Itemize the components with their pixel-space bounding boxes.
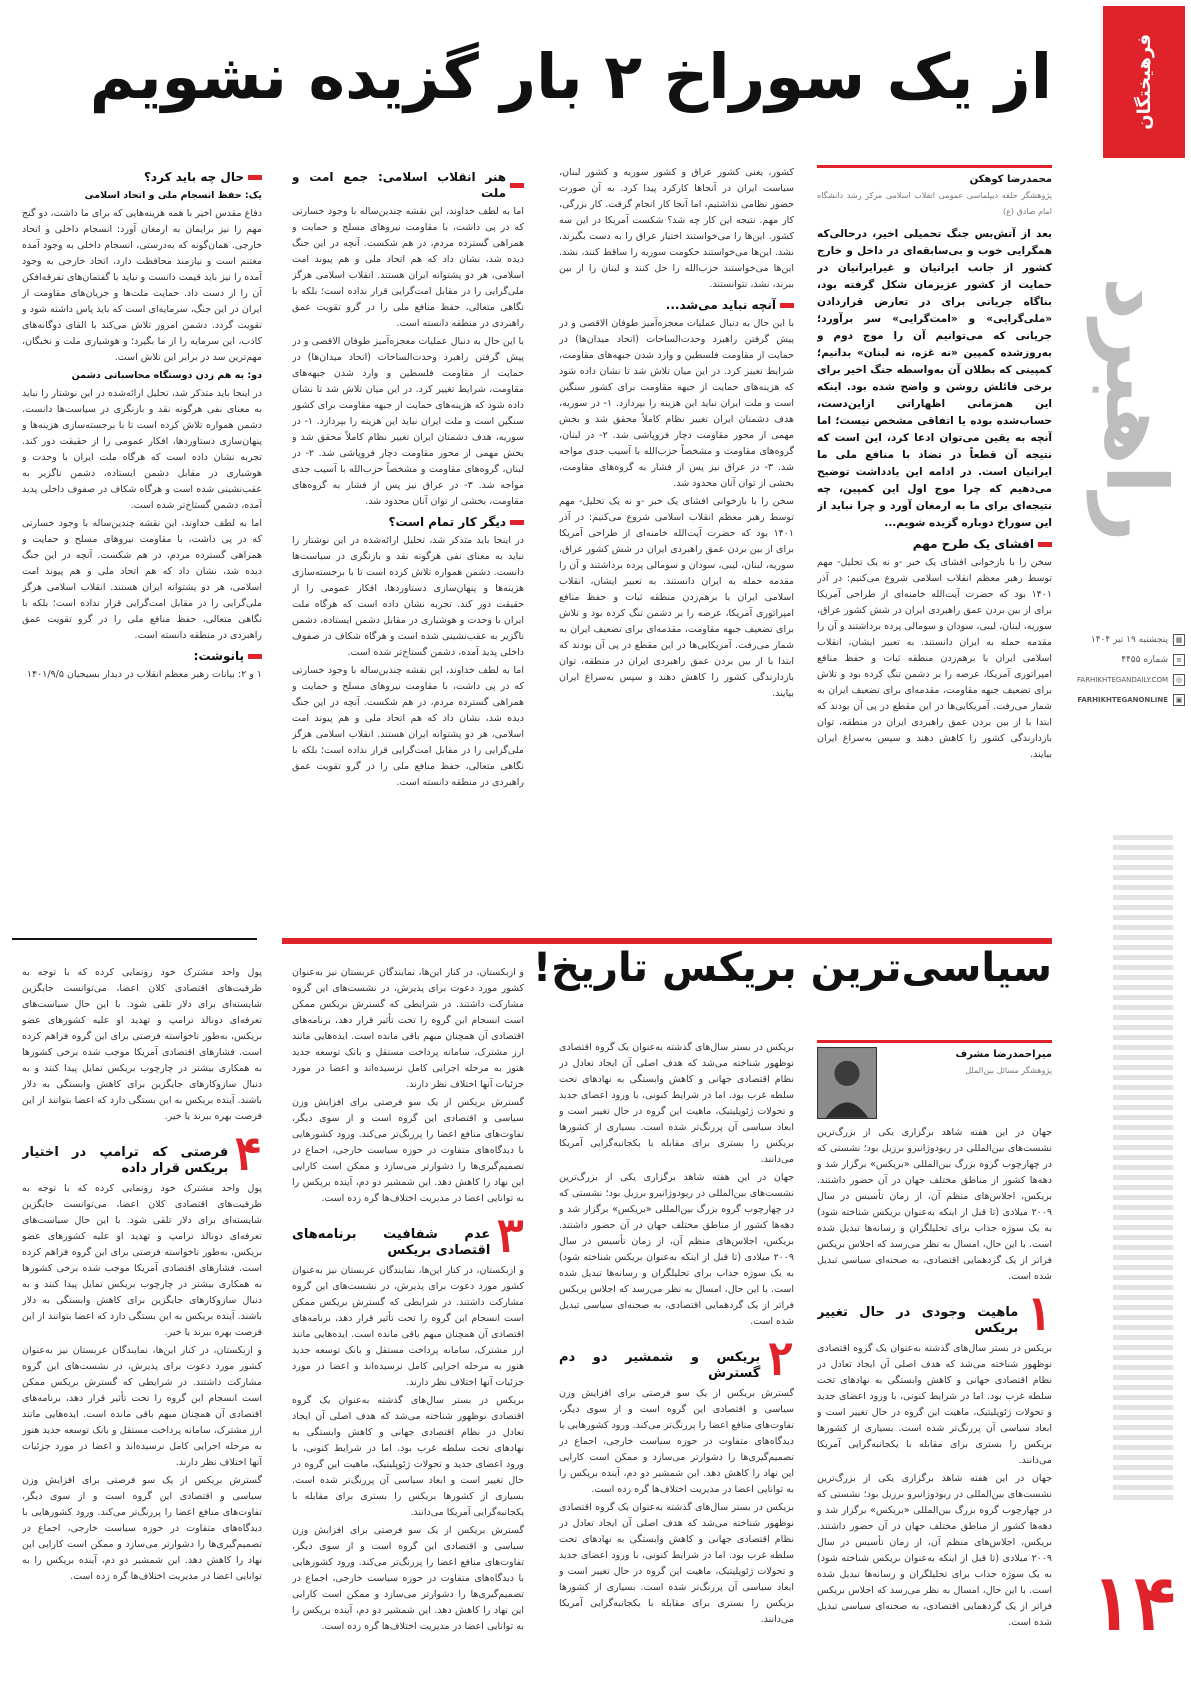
subhead-text: هنر انقلاب اسلامی: جمع امت و ملت [292,170,507,200]
subhead-text: دیگر کار تمام است؟ [388,515,506,529]
issue-date: پنجشنبه ۱۹ تیر ۱۴۰۴ [1090,635,1168,645]
globe-icon: ◎ [1173,674,1185,686]
lead-paragraph: بعد از آتش‌بس جنگ تحمیلی اخیر، درحالی‌که همگرایی خوب و بی‌سابقه‌ای در داخل و خارج کشور از جانب ایرانیان و غیرایرانیان در حمایت از کشور عزیزمان شکل گرفته بود، بناگاه جریانی برای در تعارض قراردادن «ملی‌گرایی» و «امت‌گرایی» سر برآورد؛ جریانی که می‌توانیم آن را موج دوم و به‌روزشده کمپین «نه غزه، نه لبنان» بدانیم؛ کمپینی که بطلان آن به‌واسطه جنگ اخیر برای برخی فائلش روشن و واضح شده بود. اینکه این همزمانی اظهاراتی ازاین‌دست، حساب‌شده بوده یا اتفاقی مشخص نیست؛ اما آنچه به یقین می‌توان ادعا کرد، این است که نتیجه آن قطعاً در تضاد با منافع ملی ما ایرانیان است. در ادامه این یادداشت توضیح می‌دهیم که چرا موج اول این کمپین، چه نتیجه‌ای برای ما به ارمغان آورد و چرا نباید از این سوراخ دوباره گزیده شویم... [817,228,1052,529]
body-paragraph: اما به لطف خداوند، این نقشه چندین‌ساله با وجود خسارتی که در پی داشت، با مقاومت نیروهای مسلح و حمایت و همراهی گسترده مردم، در هم شکست. آنچه در این جنگ دیده شد، نشان داد که هم اتحاد ملی و هم پیوند امت اسلامی، هر دو پشتوانه ایران هستند. انقلاب اسلامی هرگز ملی‌گرایی را در مقابل امت‌گرایی قرار نداده است؛ بلکه با نگاهی متعالی، حفظ منافع ملی را در گرو تقویت عمق راهبردی در منطقه دانسته است. [22,518,262,641]
body-paragraph: سخن را با بازخوانی افشای یک خبر -و نه یک تحلیل- مهم توسط رهبر معظم انقلاب اسلامی شروع می‌کنیم: در آذر ۱۴۰۱ بود که حضرت آیت‌الله خامنه‌ای از طراحی آمریکا برای از بین بردن عمق راهبردی ایران در شش کشور عراق، سوریه، لبنان، لیبی، سودان و سومالی پرده برداشتند و آن را مقدمه حمله به ایران دانستند. به تعبیر ایشان، انقلاب اسلامی ایران با برهم‌زدن منطقه ثبات و حفظ منافع امپراتوری آمریکا، عرصه را بر دشمن تنگ کرده بود و تلاش برای تضعیف جبهه مقاومت، مقدمه‌ای برای تضعیف ایران به شمار می‌رفت. آمریکایی‌ها در این مقطع در پی آن بودند که ابتدا با از بین بردن عمق راهبردی ایران در منطقه، توان بازدارندگی کشور را کاهش دهند و سپس به‌سراغ ایران بیایند. [559,496,794,699]
author-box [817,165,1052,220]
body-paragraph: اما به لطف خداوند، این نقشه چندین‌ساله با وجود خسارتی که در پی داشت، با مقاومت نیروهای مسلح و حمایت و همراهی گسترده مردم، در هم شکست. آنچه در این جنگ دیده شد، نشان داد که هم اتحاد ملی و هم پیوند امت اسلامی، هر دو پشتوانه ایران هستند. انقلاب اسلامی هرگز ملی‌گرایی را در مقابل امت‌گرایی قرار نداده است؛ بلکه با نگاهی متعالی، حفظ منافع ملی را در گرو تقویت عمق راهبردی در منطقه دانسته است. [292,206,524,329]
article2-col4 [22,965,262,1690]
body-paragraph: بریکس در بستر سال‌های گذشته به‌عنوان یک گروه اقتصادی نوظهور شناخته می‌شد که هدف اصلی آن ایجاد تعادل در نظام اقتصادی جهانی و کاهش وابستگی به نهادهای تحت سلطه غرب بود. اما در شرایط کنونی، با ورود اعضای جدید و تحولات ژئوپلیتیک، ماهیت این گروه در حال تغییر است و ابعاد سیاسی آن پررنگ‌تر شده است. بسیاری از کشورها بریکس را بستری برای مقابله با یکجانبه‌گرایی آمریکا می‌دانند. [559,1042,794,1165]
date-row [1060,630,1185,650]
body-paragraph: بریکس در بستر سال‌های گذشته به‌عنوان یک گروه اقتصادی نوظهور شناخته می‌شد که هدف اصلی آن ایجاد تعادل در نظام اقتصادی جهانی و کاهش وابستگی به نهادهای تحت سلطه غرب بود. اما در شرایط کنونی، با ورود اعضای جدید و تحولات ژئوپلیتیک، ماهیت این گروه در حال تغییر است و ابعاد سیاسی آن پررنگ‌تر شده است. بسیاری از کشورها بریکس را بستری برای مقابله با یکجانبه‌گرایی آمریکا می‌دانند. [559,1502,794,1625]
numbered-heading-text: فرصتی که ترامپ در اختیار بریکس قرار داده [22,1145,229,1176]
logo[interactable] [1103,6,1185,158]
section-number: ۴ [234,1131,262,1177]
body-paragraph: بریکس در بستر سال‌های گذشته به‌عنوان یک گروه اقتصادی نوظهور شناخته می‌شد که هدف اصلی آن ایجاد تعادل در نظام اقتصادی جهانی و کاهش وابستگی به نهادهای تحت سلطه غرب بود. اما در شرایط کنونی، با ورود اعضای جدید و تحولات ژئوپلیتیک، ماهیت این گروه در حال تغییر است و ابعاد سیاسی آن پررنگ‌تر شده است. بسیاری از کشورها بریکس را بستری برای مقابله با یکجانبه‌گرایی آمریکا می‌دانند. [292,1395,524,1518]
body-paragraph: دفاع مقدس اخیر با همه هزینه‌هایی که برای ما داشت، دو گنج مهم را نیز برایمان به ارمغان آورد: انسجام داخلی و اتحاد خارجی. همان‌گونه که به‌درستی، انسجام داخلی به وجود آمده مغتنم است و نیازمند محافظت دارد، اتحاد خارجی به وجود آمده را نیز باید قیمت دانست و نباید با گفتمان‌های تفرقه‌افکن آن را از دست داد. حمایت ملت‌ها و جریان‌های مقاومت از ایران در این جنگ، سرمایه‌ای است که باید پاس داشته شود و تقویت گردد. دشمن امروز تلاش می‌کند با القای دوگانه‌های کاذب، این سرمایه را از ما بگیرد؛ و هوشیاری ملت و نخبگان، مهم‌ترین سد در برابر این تلاش است. [22,208,262,363]
author-box [817,1040,1052,1119]
body-paragraph: با این حال به دنبال عملیات معجزه‌آمیز طوفان الاقصی و در پیش گرفتن راهبرد وحدت‌الساحات (اتحاد میدان‌ها) در حمایت از مقاومت فلسطین و وارد شدن جبهه‌های مقاومت، شرایط تغییر کرد. در این میان تلاش شد تا نشان داده شود که هزینه‌های حمایت از جبهه مقاومت برای کشور سنگین است و ملت ایران نباید این هزینه را بپردازد. ۱- در سوریه، هدف دشمنان ایران تغییر نظام کاملاً محقق شد و بخش مهمی از محور مقاومت دچار فروپاشی شد. ۲- در لبنان، گروه‌های مقاومت و مشخصاً حزب‌الله با آسیب جدی مواجه شد. ۳- در عراق نیز پس از فشار به گروه‌های مقاومت، بخشی از توان آنان محدود شد. [559,318,794,489]
article1-col4 [22,165,262,910]
body-paragraph: گسترش بریکس از یک سو فرصتی برای افزایش وزن سیاسی و اقتصادی این گروه است و از سوی دیگر، تفاوت‌های منافع اعضا را پررنگ‌تر می‌کند. ورود کشورهایی با دیدگاه‌های متفاوت در حوزه سیاست خارجی، اجماع در تصمیم‌گیری‌ها را دشوارتر می‌سازد و ممکن است کارایی این نهاد را کاهش دهد. این شمشیر دو دم، آینده بریکس را به توانایی اعضا در مدیریت اختلاف‌ها گره زده است. [292,1525,524,1632]
body-paragraph: با این حال به دنبال عملیات معجزه‌آمیز طوفان الاقصی و در پیش گرفتن راهبرد وحدت‌الساحات (اتحاد میدان‌ها) در حمایت از مقاومت فلسطین و وارد شدن جبهه‌های مقاومت، شرایط تغییر کرد. در این میان تلاش شد تا نشان داده شود که هزینه‌های حمایت از جبهه مقاومت برای کشور سنگین است و ملت ایران نباید این هزینه را بپردازد. ۱- در سوریه، هدف دشمنان ایران تغییر نظام کاملاً محقق شد و بخش مهمی از محور مقاومت دچار فروپاشی شد. ۲- در لبنان، گروه‌های مقاومت و مشخصاً حزب‌الله با آسیب جدی مواجه شد. ۳- در عراق نیز پس از فشار به گروه‌های مقاومت، بخشی از توان آنان محدود شد. [292,336,524,507]
page-number: ۱۴ [1087,1562,1177,1648]
body-paragraph: بریکس در بستر سال‌های گذشته به‌عنوان یک گروه اقتصادی نوظهور شناخته می‌شد که هدف اصلی آن ایجاد تعادل در نظام اقتصادی جهانی و کاهش وابستگی به نهادهای تحت سلطه غرب بود. اما در شرایط کنونی، با ورود اعضای جدید و تحولات ژئوپلیتیک، ماهیت این گروه در حال تغییر است و ابعاد سیاسی آن پررنگ‌تر شده است. بسیاری از کشورها بریکس را بستری برای مقابله با یکجانبه‌گرایی آمریکا می‌دانند. [817,1343,1052,1466]
social-handle[interactable]: FARHIKHTEGANONLINE [1077,696,1168,704]
red-mark-icon [248,654,262,659]
main-content [12,0,1052,1700]
author-role: پژوهشگر حلقه دیپلماسی عمومی انقلاب اسلامی مرکز رشد دانشگاه امام صادق (ع) [817,191,1052,216]
section-number: ۳ [496,1213,524,1259]
red-mark-icon [780,303,794,308]
body-paragraph: پول واحد مشترک خود رونمایی کرده که با توجه به ظرفیت‌های اقتصادی کلان اعضا، می‌توانست جایگزین شایسته‌ای برای دلار تلقی شود. با این حال سیاست‌های تعرفه‌ای دونالد ترامپ و تهدید او علیه کشورهای عضو بریکس، به‌طور ناخواسته فرصتی برای این گروه فراهم کرده است. فشارهای اقتصادی آمریکا موجب شده برخی کشورها به همکاری بیشتر در چارچوب بریکس تمایل پیدا کنند و به دنبال سازوکارهای جایگزین برای کاهش وابستگی به دلار باشند. آینده بریکس به این بستگی دارد که اعضا بتوانند از این فرصت بهره ببرند یا خیر. [22,967,262,1122]
issue-number: شماره ۴۴۵۵ [1121,655,1168,665]
subhead-text: حال چه باید کرد؟ [143,170,244,184]
body-paragraph: گسترش بریکس از یک سو فرصتی برای افزایش وزن سیاسی و اقتصادی این گروه است و از سوی دیگر، تفاوت‌های منافع اعضا را پررنگ‌تر می‌کند. ورود کشورهایی با دیدگاه‌های متفاوت در حوزه سیاست خارجی، اجماع در تصمیم‌گیری‌ها را دشوارتر می‌سازد و ممکن است کارایی این نهاد را کاهش دهد. این شمشیر دو دم، آینده بریکس را به توانایی اعضا در مدیریت اختلاف‌ها گره زده است. [22,1475,262,1582]
section-divider-thin [12,938,257,940]
headline-article1: از یک سوراخ ۲ بار گزیده نشویم [89,40,1052,113]
numbered-heading [559,1336,794,1382]
subhead-text: پانوشت: [193,649,244,663]
subhead [559,297,794,313]
subhead-text: آنچه نباید می‌شد... [665,298,776,312]
section-name [1087,230,1185,590]
newspaper-icon: ≡ [1173,654,1185,666]
body-paragraph: پول واحد مشترک خود رونمایی کرده که با توجه به ظرفیت‌های اقتصادی کلان اعضا، می‌توانست جایگزین شایسته‌ای برای دلار تلقی شود. با این حال سیاست‌های تعرفه‌ای دونالد ترامپ و تهدید او علیه کشورهای عضو بریکس، به‌طور ناخواسته فرصتی برای این گروه فراهم کرده است. فشارهای اقتصادی آمریکا موجب شده برخی کشورها به همکاری بیشتر در چارچوب بریکس تمایل پیدا کنند و به دنبال سازوکارهای جایگزین برای کاهش وابستگی به دلار باشند. آینده بریکس به این بستگی دارد که اعضا بتوانند از این فرصت بهره ببرند یا خیر. [22,1183,262,1338]
numbered-heading [817,1291,1052,1337]
body-paragraph: کشور، یعنی کشور عراق و کشور سوریه و کشور لبنان، سیاست ایران در آنجاها کارکرد پیدا کرد. به آن صورت حضور نظامی نداشتیم، اما آنجا کار انجام گرفت. کار بزرگی، کار مهم. نتیجه این کار چه شد؟ شکست آمریکا در این سه کشور. این‌ها را می‌خواستند اختیار عراق را به دست بگیرند، نشد. این‌ها می‌خواستند حکومت سوریه را ساقط کنند، نشد. این‌ها می‌خواستند حزب‌الله را حل کنند و لبنان را از بین ببرند، نشد، نتوانستند. [559,167,794,290]
body-paragraph: در اینجا باید متذکر شد، تحلیل ارائه‌شده در این نوشتار را نباید به معنای نفی هرگونه نقد و بازنگری در سیاست‌ها دانست. دشمن همواره تلاش کرده است تا با برجسته‌سازی هزینه‌ها و پنهان‌سازی دستاوردها، افکار عمومی را از حقیقت دور کند. تجربه نشان داده است که هرگاه ملت ایران با وحدت و هوشیاری در مقابل دشمن ایستاده، دشمن ناگزیر به عقب‌نشینی شده است و هرگاه شکاف در صفوف داخلی پدید آمده، دشمن گستاخ‌تر شده است. [22,388,262,511]
article2-col3 [292,965,524,1690]
calendar-icon: ▦ [1173,634,1185,646]
article2-col1 [817,1040,1052,1690]
numbered-heading-text: ماهیت وجودی در حال تغییر بریکس [817,1305,1019,1336]
numbered-heading [292,1213,524,1259]
section-title: راهبرد [1087,277,1185,543]
section-number: ۲ [766,1336,794,1382]
body-paragraph: و ازبکستان، در کنار این‌ها، نمایندگان عربستان نیز به‌عنوان کشور مورد دعوت برای پذیرش، در نشست‌های این گروه مشارکت داشتند. در شرایطی که گسترش بریکس ممکن است انسجام این گروه را تحت تأثیر قرار دهد، برنامه‌های اقتصادی آن همچنان مبهم باقی مانده است. ایده‌هایی مانند ارز مشترک، سامانه پرداخت مستقل و بانک توسعه جدید هنوز به مرحله اجرایی کامل نرسیده‌اند و اعضا در مورد جزئیات آنها اختلاف نظر دارند. [292,967,524,1090]
subhead [292,169,524,201]
section-divider [282,938,1052,944]
body-paragraph: جهان در این هفته شاهد برگزاری یکی از بزرگ‌ترین نشست‌های بین‌المللی در ریودوژانیرو برزیل بود؛ نشستی که در چهارچوب گروه بزرگ بین‌المللی «بریکس» برگزار شد و دهه‌ها کشور از مناطق مختلف جهان در آن حضور داشتند. بریکس، اجلاس‌های منظم آن، از زمان تأسیس در سال ۲۰۰۹ میلادی (تا قبل از اینکه به‌عنوان بریکس شناخته شود) به یک سوژه جذاب برای تحلیلگران و رسانه‌ها تبدیل شده است. با این حال، امسال به نظر می‌رسد که اجلاس بریکس فراتر از یک گردهمایی اقتصادی، به صحنه‌ای سیاسی تبدیل شده است. [817,1473,1052,1628]
article1-col1 [817,165,1052,905]
site-url[interactable]: FARHIKHTEGANDAILY.COM [1077,676,1168,684]
issue-row [1060,650,1185,670]
issue-info [1060,630,1185,710]
instagram-icon: ▣ [1173,694,1185,706]
body-paragraph: گسترش بریکس از یک سو فرصتی برای افزایش وزن سیاسی و اقتصادی این گروه است و از سوی دیگر، تفاوت‌های منافع اعضا را پررنگ‌تر می‌کند. ورود کشورهایی با دیدگاه‌های متفاوت در حوزه سیاست خارجی، اجماع در تصمیم‌گیری‌ها را دشوارتر می‌سازد و ممکن است کارایی این نهاد را کاهش دهد. این شمشیر دو دم، آینده بریکس را به توانایی اعضا در مدیریت اختلاف‌ها گره زده است. [292,1097,524,1204]
author-role: پژوهشگر مسائل بین‌الملل [965,1066,1052,1075]
body-paragraph: جهان در این هفته شاهد برگزاری یکی از بزرگ‌ترین نشست‌های بین‌المللی در ریودوژانیرو برزیل بود؛ نشستی که در چهارچوب گروه بزرگ بین‌المللی «بریکس» برگزار شد و دهه‌ها کشور از مناطق مختلف جهان در آن حضور داشتند. بریکس، اجلاس‌های منظم آن، از زمان تأسیس در سال ۲۰۰۹ میلادی (تا قبل از اینکه به‌عنوان بریکس شناخته شود) به یک سوژه جذاب برای تحلیلگران و رسانه‌ها تبدیل شده است. با این حال، امسال به نظر می‌رسد که اجلاس بریکس فراتر از یک گردهمایی اقتصادی، به صحنه‌ای سیاسی تبدیل شده است. [817,1127,1052,1282]
body-paragraph: و ازبکستان، در کنار این‌ها، نمایندگان عربستان نیز به‌عنوان کشور مورد دعوت برای پذیرش، در نشست‌های این گروه مشارکت داشتند. در شرایطی که گسترش بریکس ممکن است انسجام این گروه را تحت تأثیر قرار دهد، برنامه‌های اقتصادی آن همچنان مبهم باقی مانده است. ایده‌هایی مانند ارز مشترک، سامانه پرداخت مستقل و بانک توسعه جدید هنوز به مرحله اجرایی کامل نرسیده‌اند و اعضا در مورد جزئیات آنها اختلاف نظر دارند. [292,1265,524,1388]
footnote: ۱ و ۲: بیانات رهبر معظم انقلاب در دیدار بسیجیان ۱۴۰۱/۹/۵ [26,669,262,680]
red-mark-icon [1038,542,1052,547]
site-row[interactable] [1060,670,1185,690]
body-paragraph: و ازبکستان، در کنار این‌ها، نمایندگان عربستان نیز به‌عنوان کشور مورد دعوت برای پذیرش، در نشست‌های این گروه مشارکت داشتند. در شرایطی که گسترش بریکس ممکن است انسجام این گروه را تحت تأثیر قرار دهد، برنامه‌های اقتصادی آن همچنان مبهم باقی مانده است. ایده‌هایی مانند ارز مشترک، سامانه پرداخت مستقل و بانک توسعه جدید هنوز به مرحله اجرایی کامل نرسیده‌اند و اعضا در مورد جزئیات آنها اختلاف نظر دارند. [22,1345,262,1468]
red-mark-icon [510,520,524,525]
author-photo [817,1047,877,1119]
body-paragraph: جهان در این هفته شاهد برگزاری یکی از بزرگ‌ترین نشست‌های بین‌المللی در ریودوژانیرو برزیل بود؛ نشستی که در چهارچوب گروه بزرگ بین‌المللی «بریکس» برگزار شد و دهه‌ها کشور از مناطق مختلف جهان در آن حضور داشتند. بریکس، اجلاس‌های منظم آن، از زمان تأسیس در سال ۲۰۰۹ میلادی (تا قبل از اینکه به‌عنوان بریکس شناخته شود) به یک سوژه جذاب برای تحلیلگران و رسانه‌ها تبدیل شده است. با این حال، امسال به نظر می‌رسد که اجلاس بریکس فراتر از یک گردهمایی اقتصادی، به صحنه‌ای سیاسی تبدیل شده است. [559,1172,794,1327]
red-mark-icon [510,183,524,188]
body-paragraph: سخن را با بازخوانی افشای یک خبر -و نه یک تحلیل- مهم توسط رهبر معظم انقلاب اسلامی شروع می‌کنیم: در آذر ۱۴۰۱ بود که حضرت آیت‌الله خامنه‌ای از طراحی آمریکا برای از بین بردن عمق راهبردی ایران در شش کشور عراق، سوریه، لبنان، لیبی، سودان و سومالی پرده برداشتند و آن را مقدمه حمله به ایران دانستند. به تعبیر ایشان، انقلاب اسلامی ایران با برهم‌زدن منطقه ثبات و حفظ منافع امپراتوری آمریکا، عرصه را بر دشمن تنگ کرده بود و تلاش برای تضعیف جبهه مقاومت، مقدمه‌ای برای تضعیف ایران به شمار می‌رفت. آمریکایی‌ها در این مقطع در پی آن بودند که ابتدا با از بین بردن عمق راهبردی ایران در منطقه، توان بازدارندگی کشور را کاهش دهند و سپس به‌سراغ ایران بیایند. [817,557,1052,760]
subhead [22,648,262,664]
social-row[interactable] [1060,690,1185,710]
article1-col2 [559,165,794,905]
numbered-heading-text: عدم شفافیت برنامه‌های اقتصادی بریکس [292,1227,491,1258]
article1-col3 [292,165,524,905]
body-paragraph: گسترش بریکس از یک سو فرصتی برای افزایش وزن سیاسی و اقتصادی این گروه است و از سوی دیگر، تفاوت‌های منافع اعضا را پررنگ‌تر می‌کند. ورود کشورهایی با دیدگاه‌های متفاوت در حوزه سیاست خارجی، اجماع در تصمیم‌گیری‌ها را دشوارتر می‌سازد و ممکن است کارایی این نهاد را کاهش دهد. این شمشیر دو دم، آینده بریکس را به توانایی اعضا در مدیریت اختلاف‌ها گره زده است. [559,1388,794,1495]
subhead [22,169,262,185]
red-mark-icon [248,175,262,180]
decorative-stripes [1113,835,1173,1505]
point-heading: دو: به هم زدن دوستگاه محاسباتی دشمن [71,370,262,381]
portrait-icon [818,1048,876,1118]
numbered-heading [22,1131,262,1177]
body-paragraph: اما به لطف خداوند، این نقشه چندین‌ساله با وجود خسارتی که در پی داشت، با مقاومت نیروهای مسلح و حمایت و همراهی گسترده مردم، در هم شکست. آنچه در این جنگ دیده شد، نشان داد که هم اتحاد ملی و هم پیوند امت اسلامی، هر دو پشتوانه ایران هستند. انقلاب اسلامی هرگز ملی‌گرایی را در مقابل امت‌گرایی قرار نداده است؛ بلکه با نگاهی متعالی، حفظ منافع ملی را در گرو تقویت عمق راهبردی در منطقه دانسته است. [292,665,524,788]
numbered-heading-text: بریکس و شمشیر دو دم گسترش [559,1350,761,1381]
subhead [292,514,524,530]
author-name: محمدرضا کوهکن [969,174,1052,185]
author-name: میراحمدرضا مشرف [955,1049,1052,1060]
subhead-text: افشای یک طرح مهم [912,537,1034,551]
headline-article2: سیاسی‌ترین بریکس تاریخ! [532,945,1052,991]
body-paragraph: در اینجا باید متذکر شد، تحلیل ارائه‌شده در این نوشتار را نباید به معنای نفی هرگونه نقد و بازنگری در سیاست‌ها دانست. دشمن همواره تلاش کرده است تا با برجسته‌سازی هزینه‌ها و پنهان‌سازی دستاوردها، افکار عمومی را از حقیقت دور کند. تجربه نشان داده است که هرگاه ملت ایران با وحدت و هوشیاری در مقابل دشمن ایستاده، دشمن ناگزیر به عقب‌نشینی شده است و هرگاه شکاف در صفوف داخلی پدید آمده، دشمن گستاخ‌تر شده است. [292,535,524,658]
article2-col2 [559,1040,794,1690]
subhead [817,536,1052,552]
point-heading: یک: حفظ انسجام ملی و اتحاد اسلامی [84,190,262,201]
section-number: ۱ [1024,1291,1052,1337]
logo-text: فرهیختگان [1133,34,1155,130]
sidebar [1056,0,1191,1700]
